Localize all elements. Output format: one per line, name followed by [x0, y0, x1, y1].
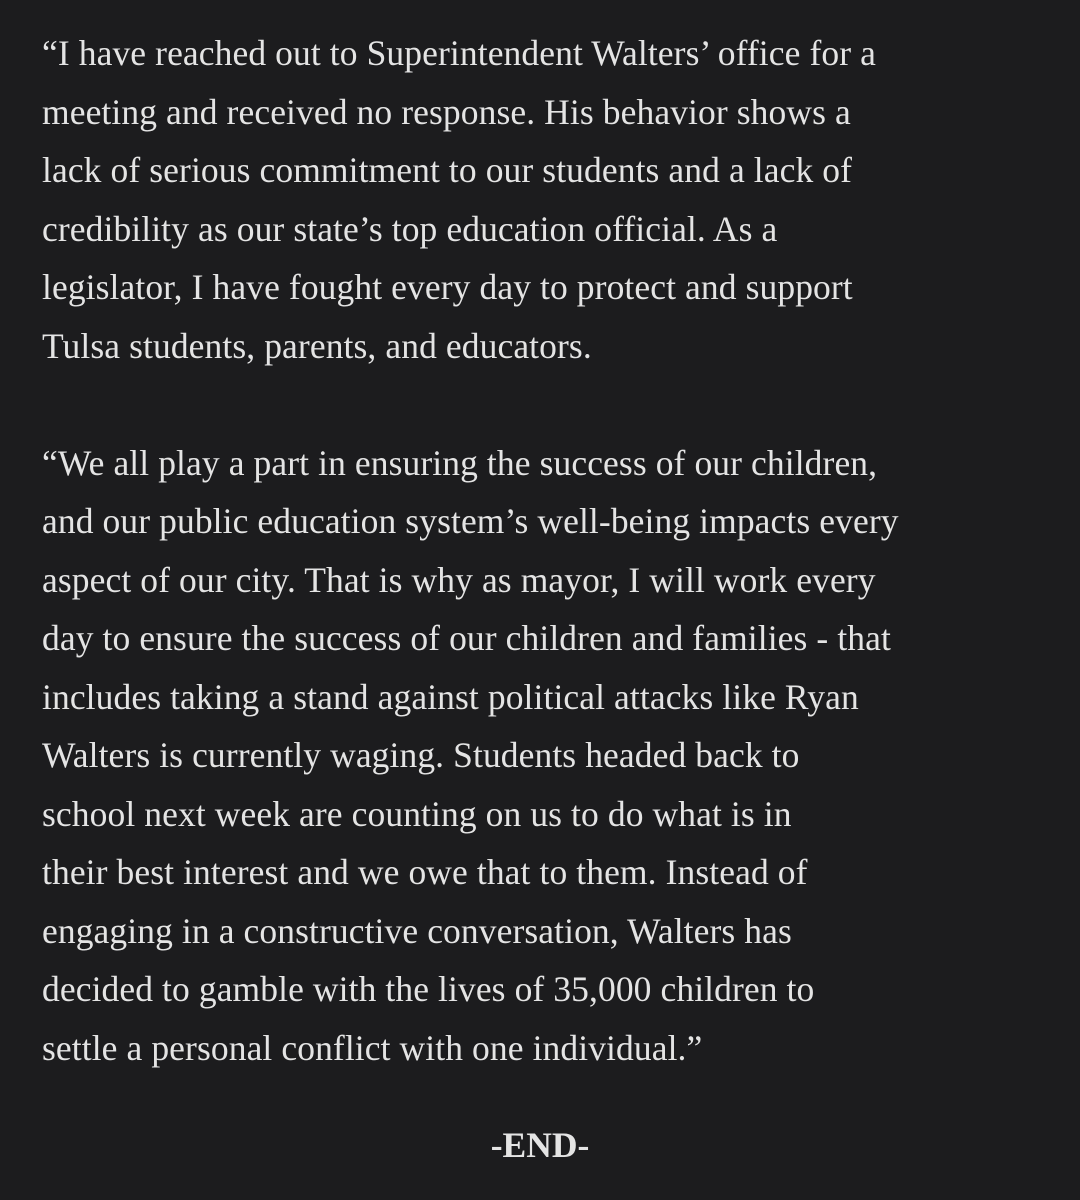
end-marker: -END-	[490, 1125, 590, 1165]
statement-paragraph-2: “We all play a part in ensuring the success of our children, and our public education system’s well-being impacts every aspect of our city. That is why as mayor, I will work every day to ensure the success of our children and families - that includes taking a stand against political attacks like Ryan Walters is currently waging. Students headed back to school next week are counting on us to do what is in their best interest and we owe that to them. Instead of engaging in a constructive conversation, Walters has decided to gamble with the lives of 35,000 children to settle a personal conflict with one individual.”	[42, 442, 899, 1068]
statement-body	[42, 24, 1052, 1077]
statement-paragraph-1: “I have reached out to Superintendent Walters’ office for a meeting and received no response. His behavior shows a lack of serious commitment to our students and a lack of credibility as our state’s top education official. As a legislator, I have fought every day to protect and support Tulsa students, parents, and educators.	[42, 33, 876, 366]
